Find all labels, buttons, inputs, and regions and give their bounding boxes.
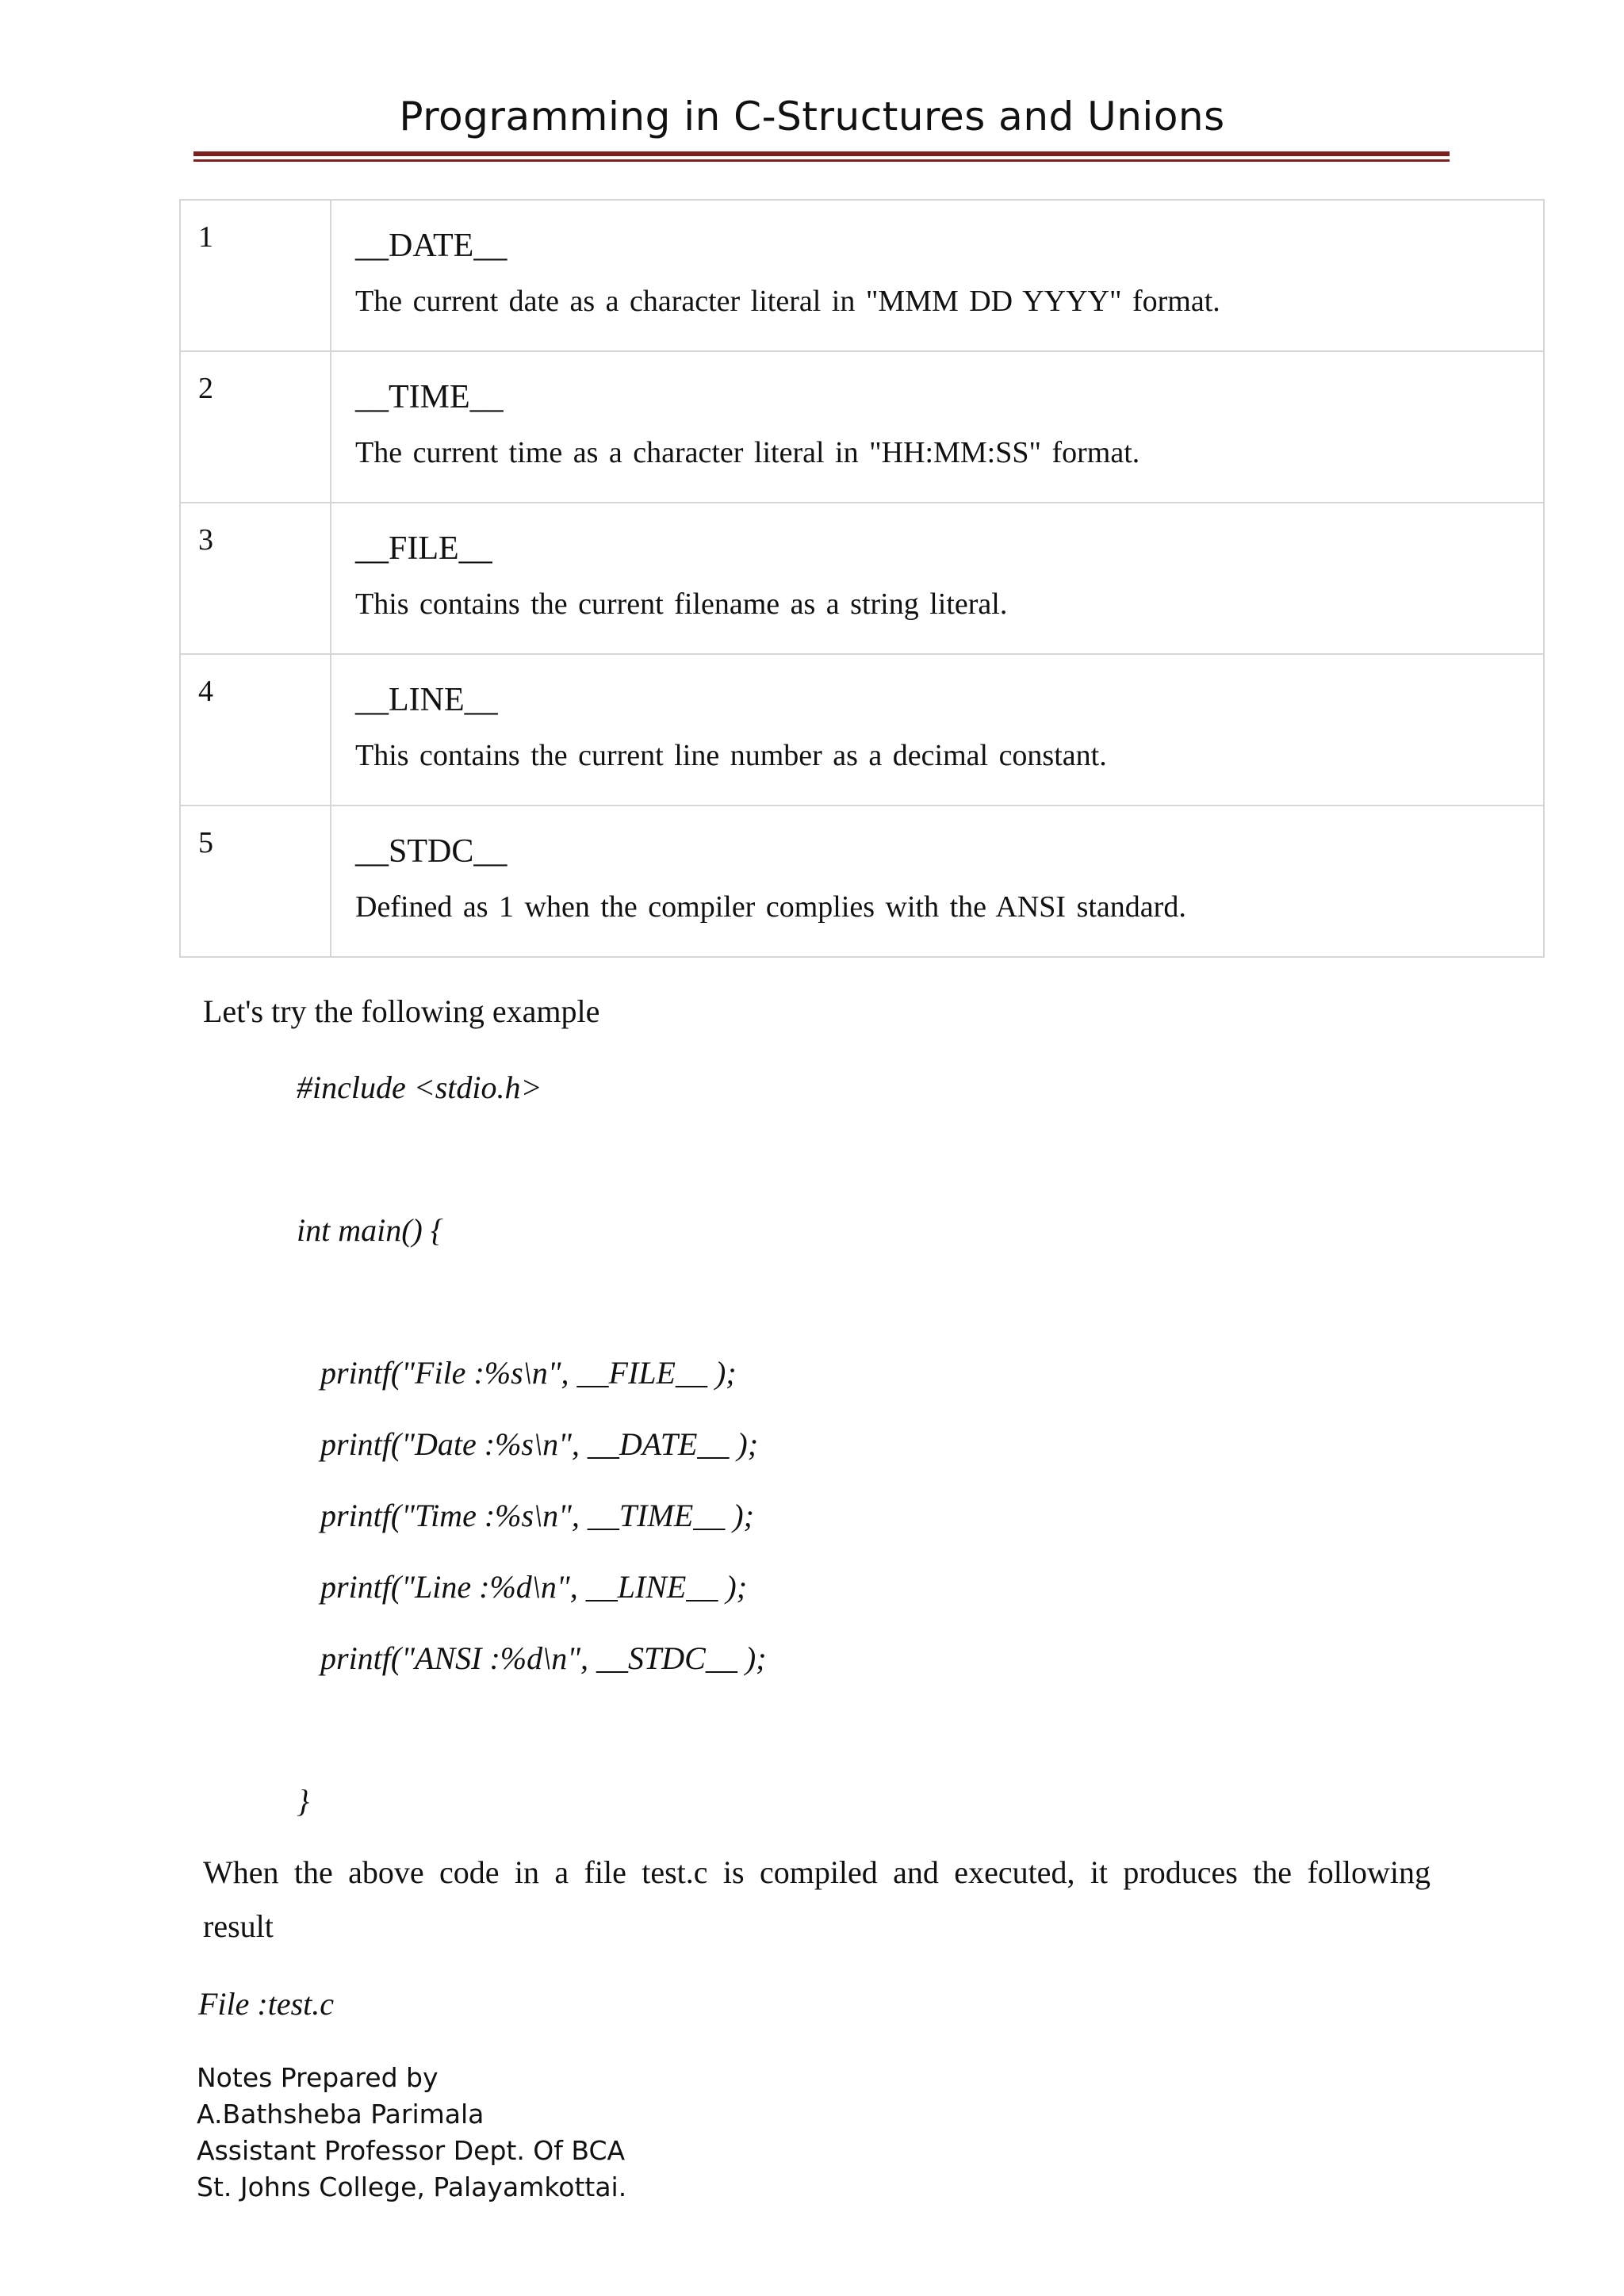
- table-row: [180, 351, 1544, 503]
- footer-line: St. Johns College, Palayamkottai.: [197, 2172, 627, 2202]
- code-printf-line: printf("Line :%d\n", __LINE__ );: [320, 1569, 748, 1605]
- table-row: [180, 654, 1544, 806]
- table-row: [180, 200, 1544, 351]
- macro-name: __TIME__: [355, 379, 504, 415]
- predefined-macros-table: [179, 199, 1545, 958]
- output-line: File :test.c: [198, 1986, 335, 2022]
- footer-line: Assistant Professor Dept. Of BCA: [197, 2135, 626, 2166]
- example-intro: Let's try the following example: [203, 993, 600, 1029]
- macro-cell: [331, 351, 1544, 503]
- macro-cell: [331, 654, 1544, 806]
- table-row: [180, 503, 1544, 654]
- code-printf-date: printf("Date :%s\n", __DATE__ );: [320, 1426, 759, 1462]
- code-printf-ansi: printf("ANSI :%d\n", __STDC__ );: [320, 1640, 767, 1676]
- table-row: [180, 806, 1544, 957]
- row-number: 4: [180, 654, 331, 806]
- macro-name: __LINE__: [355, 682, 498, 718]
- footer-credits: [197, 2060, 626, 2206]
- macro-description: The current date as a character literal in "MMM DD YYYY" format.: [355, 285, 1220, 318]
- code-main-open: int main() {: [297, 1212, 443, 1248]
- row-number: 2: [180, 351, 331, 503]
- footer-line: A.Bathsheba Parimala: [197, 2099, 485, 2130]
- macro-description: This contains the current filename as a string literal.: [355, 587, 1008, 621]
- header-rule: [193, 151, 1450, 156]
- macro-name: __FILE__: [355, 530, 492, 567]
- row-number: 5: [180, 806, 331, 957]
- macro-name: __STDC__: [355, 833, 508, 870]
- result-paragraph: When the above code in a file test.c is compiled and executed, it produces the following result: [203, 1854, 1431, 1944]
- macro-cell: [331, 806, 1544, 957]
- row-number: 1: [180, 200, 331, 351]
- code-printf-time: printf("Time :%s\n", __TIME__ );: [320, 1498, 754, 1533]
- code-printf-file: printf("File :%s\n", __FILE__ );: [320, 1355, 737, 1391]
- code-main-close: }: [297, 1783, 309, 1819]
- row-number: 3: [180, 503, 331, 654]
- header-rule-thin: [193, 159, 1450, 162]
- macro-cell: [331, 200, 1544, 351]
- code-include: #include <stdio.h>: [297, 1070, 542, 1105]
- page-header-title: Programming in C-Structures and Unions: [399, 94, 1225, 140]
- macro-description: The current time as a character literal in "HH:MM:SS" format.: [355, 436, 1140, 469]
- macro-description: This contains the current line number as a decimal constant.: [355, 739, 1107, 772]
- macro-cell: [331, 503, 1544, 654]
- footer-line: Notes Prepared by: [197, 2062, 439, 2093]
- macro-name: __DATE__: [355, 228, 508, 264]
- macro-description: Defined as 1 when the compiler complies with the ANSI standard.: [355, 890, 1186, 924]
